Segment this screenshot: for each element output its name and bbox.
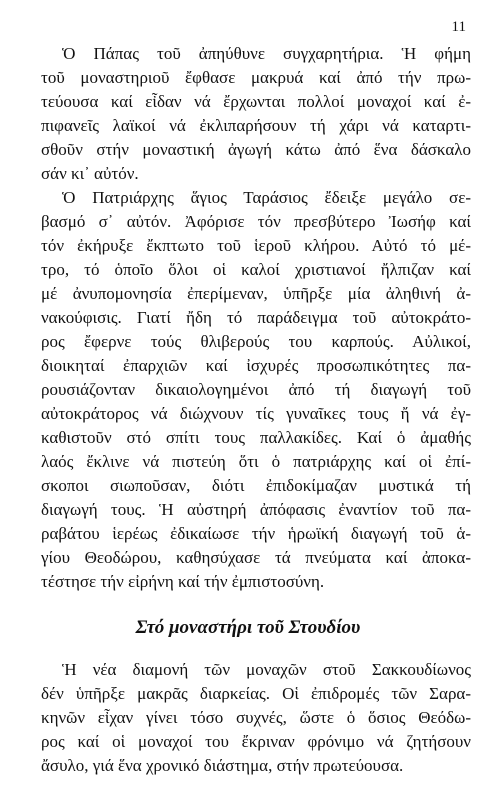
text-line: πιφανεῖς λαϊκοί νά ἐκλιπαρήσουν τή χάρι νά καταρτι- bbox=[41, 116, 471, 135]
text-line: ραβάτου ἱερέως ἐδικαίωσε τήν ἡρωϊκή διαγωγή τοῦ ἁ- bbox=[41, 524, 471, 543]
text-line: σθοῦν στήν μοναστική ἀγωγή κάτω ἀπό ἕνα δάσκαλο bbox=[41, 140, 471, 159]
text-line: τοῦ μοναστηριοῦ ἔφθασε μακρυά καί ἀπό τήν πρω- bbox=[41, 68, 471, 87]
text-line: Ἡ νέα διαμονή τῶν μοναχῶν στοῦ Σακκουδίωνος bbox=[62, 660, 471, 679]
section-heading: Στό μοναστήρι τοῦ Στουδίου bbox=[135, 617, 361, 638]
text-line: τόν ἐκήρυξε ἔκπτωτο τοῦ ἱεροῦ κλήρου. Αὐτό τό μέ- bbox=[41, 236, 471, 255]
text-line: αὐτοκράτορος νά διώχνουν τίς γυναῖκες τους ἤ νά ἐγ- bbox=[41, 404, 471, 423]
text-line: κηνῶν εἶχαν γίνει τόσο συχνές, ὥστε ὁ ὅσιος Θεόδω- bbox=[41, 708, 471, 727]
text-line: λαός ἔκλινε νά πιστεύη ὅτι ὁ πατριάρχης καί οἱ ἐπί- bbox=[41, 452, 471, 471]
text-line: διαγωγή τους. Ἡ αὐστηρή ἀπόφασις ἐναντίον τοῦ πα- bbox=[41, 500, 471, 519]
text-line: Ὁ Πάπας τοῦ ἀπηύθυνε συγχαρητήρια. Ἡ φήμη bbox=[62, 44, 471, 63]
paragraph-3 bbox=[41, 658, 471, 778]
text-line: διοικηταί ἐπαρχιῶν καί ἰσχυρές προσωπικότητες πα- bbox=[41, 356, 471, 375]
text-line: Ὁ Πατριάρχης ἅγιος Ταράσιος ἔδειξε μεγάλο σε- bbox=[62, 188, 471, 207]
text-line: ἄσυλο, γιά ἕνα χρονικό διάστημα, στήν πρωτεύουσα. bbox=[41, 756, 404, 775]
text-line: ρουσιάζονταν δικαιολογημένοι ἀπό τή διαγωγή τοῦ bbox=[41, 380, 471, 399]
text-line: σκοποι σιωποῦσαν, διότι ἐπιδοκίμαζαν μυστικά τή bbox=[41, 476, 471, 495]
text-line: σάν κι᾽ αὐτόν. bbox=[41, 164, 139, 183]
text-line: τέστησε τήν εἰρήνη καί τήν ἐμπιστοσύνη. bbox=[41, 572, 325, 591]
text-line: καθιστοῦν στό σπίτι τους παλλακίδες. Καί ὁ ἀμαθής bbox=[41, 428, 471, 447]
text-line: μέ ἀνυπομονησία ἐπερίμεναν, ὑπῆρξε μία ἀληθινή ἀ- bbox=[41, 284, 471, 303]
text-line: νακούφισις. Γιατί ἤδη τό παράδειγμα τοῦ αὐτοκράτο- bbox=[41, 308, 471, 327]
paragraph-1 bbox=[41, 42, 471, 186]
text-line: ρος ἔφερνε τούς θλιβερούς του καρπούς. Αὐλικοί, bbox=[41, 332, 471, 351]
text-line: τρο, τό ὁποῖο ὅλοι οἱ καλοί χριστιανοί ἤλπιζαν καί bbox=[41, 260, 471, 279]
page-number: 11 bbox=[451, 19, 466, 35]
text-line: γίου Θεοδώρου, καθησύχασε τά πνεύματα καί ἀποκα- bbox=[41, 548, 471, 567]
text-line: ρος καί οἱ μοναχοί του ἔκριναν φρόνιμο νά ζητήσουν bbox=[41, 732, 471, 751]
text-line: δέν ὑπῆρξε μακρᾶς διαρκείας. Οἱ ἐπιδρομές τῶν Σαρα- bbox=[41, 684, 471, 703]
paragraph-2 bbox=[41, 186, 471, 594]
text-line: βασμό σ᾽ αὐτόν. Ἀφόρισε τόν πρεσβύτερο Ἰωσήφ καί bbox=[41, 212, 471, 231]
text-line: τεύουσα καί εἶδαν νά ἔρχωνται πολλοί μοναχοί καί ἐ- bbox=[41, 92, 471, 111]
